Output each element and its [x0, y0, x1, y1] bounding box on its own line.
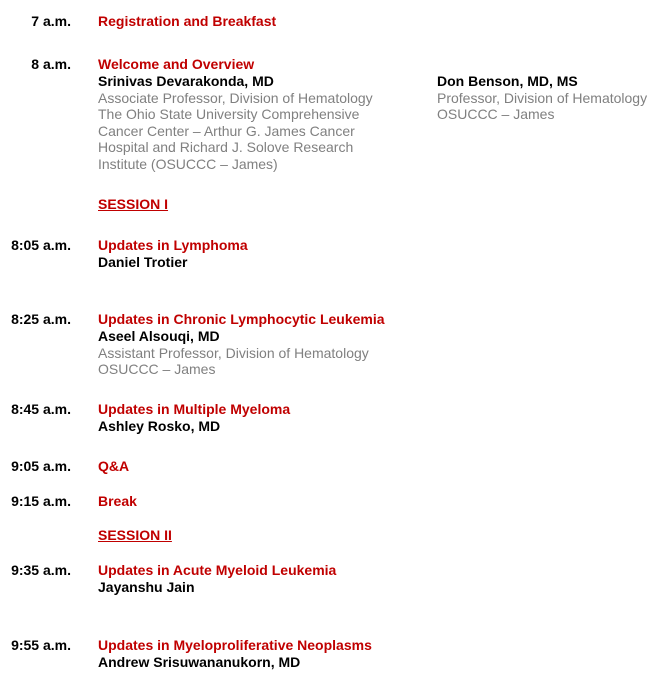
agenda-title: Updates in Multiple Myeloma	[98, 401, 291, 417]
agenda-time: 9:35 a.m.	[11, 562, 71, 578]
speaker-name: Daniel Trotier	[98, 254, 188, 270]
speaker-name: Jayanshu Jain	[98, 579, 195, 595]
speaker-name: Aseel Alsouqi, MD	[98, 328, 220, 344]
speaker-affiliation-line: Hospital and Richard J. Solove Research	[98, 139, 354, 155]
speaker-affiliation-line: OSUCCC – James	[98, 361, 216, 377]
agenda-title: Registration and Breakfast	[98, 13, 277, 29]
session-heading: SESSION II	[98, 527, 172, 543]
agenda-title: Q&A	[98, 458, 130, 474]
agenda-title: Updates in Lymphoma	[98, 237, 248, 253]
agenda-title: Updates in Chronic Lymphocytic Leukemia	[98, 311, 385, 327]
session-heading: SESSION I	[98, 196, 169, 212]
speaker-affiliation-line: Assistant Professor, Division of Hematology	[98, 344, 369, 361]
speaker-affiliation-line: Institute (OSUCCC – James)	[98, 155, 278, 172]
speaker-affiliation-line: Cancer Center – Arthur G. James Cancer	[98, 122, 355, 139]
agenda-time: 8:45 a.m.	[11, 401, 71, 417]
agenda-time: 9:15 a.m.	[11, 493, 71, 509]
agenda-time: 7 a.m.	[31, 13, 71, 29]
agenda-time: 9:55 a.m.	[11, 637, 71, 653]
speaker-affiliation-line: Associate Professor, Division of Hematology	[98, 89, 373, 106]
agenda-time: 9:05 a.m.	[11, 458, 71, 474]
speaker-name: Srinivas Devarakonda, MD	[98, 73, 274, 89]
speaker-affiliation-line: The Ohio State University Comprehensive	[98, 106, 360, 122]
agenda-title: Updates in Myeloproliferative Neoplasms	[98, 637, 372, 653]
agenda-time: 8:25 a.m.	[11, 311, 71, 327]
speaker-name: Don Benson, MD, MS	[437, 73, 578, 89]
agenda-title: Updates in Acute Myeloid Leukemia	[98, 562, 337, 578]
agenda-title: Break	[98, 493, 137, 509]
speaker-name: Andrew Srisuwananukorn, MD	[98, 654, 301, 670]
agenda-time: 8 a.m.	[31, 56, 71, 72]
speaker-name: Ashley Rosko, MD	[98, 418, 221, 434]
agenda-time: 8:05 a.m.	[11, 237, 71, 253]
speaker-affiliation-line: Professor, Division of Hematology	[437, 89, 648, 106]
speaker-affiliation-line: OSUCCC – James	[437, 106, 555, 122]
agenda-title: Welcome and Overview	[98, 56, 255, 72]
